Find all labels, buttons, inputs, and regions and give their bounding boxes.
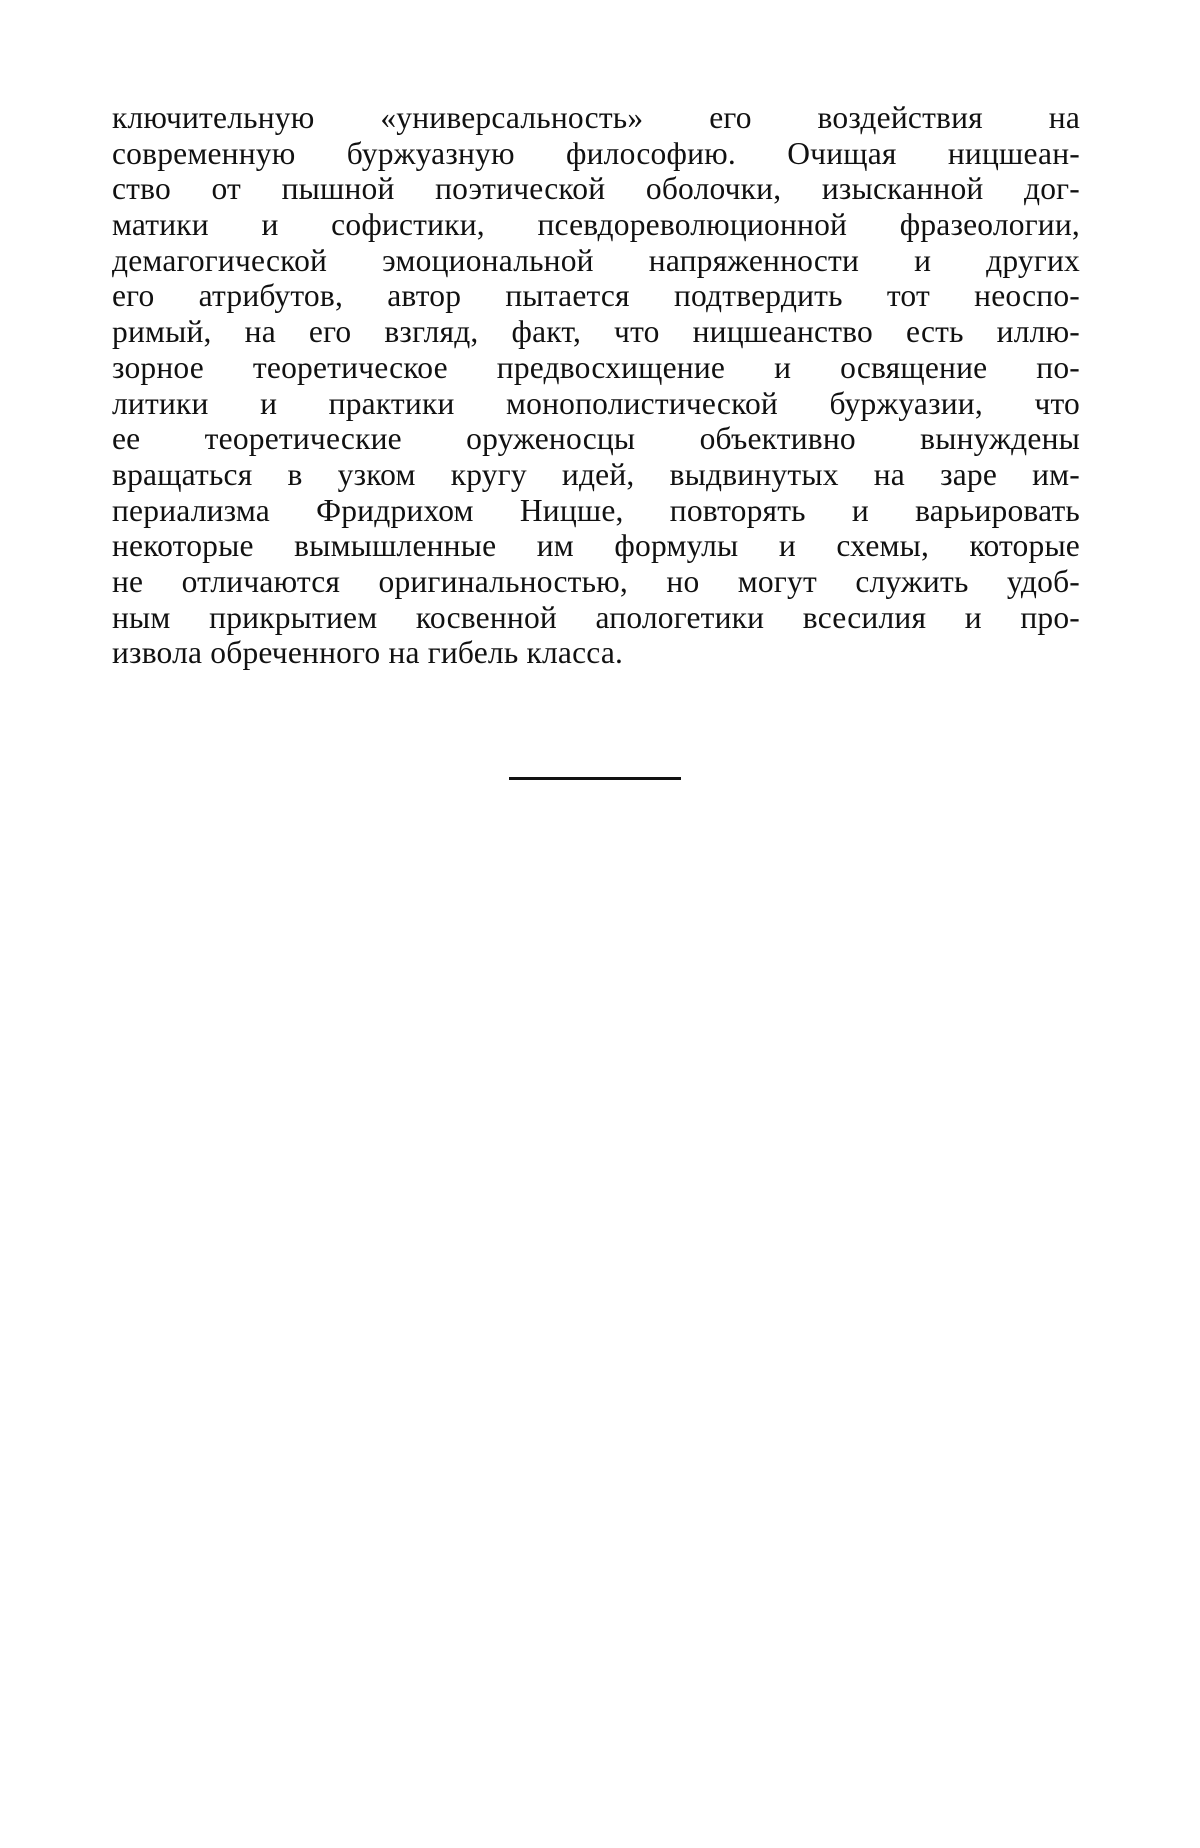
text-line: не отличаются оригинальностью, но могут служить удоб- xyxy=(112,563,1080,599)
text-line: матики и софистики, псевдореволюционной фразеологии, xyxy=(112,207,1080,243)
text-line: вращаться в узком кругу идей, выдвинутых на заре им- xyxy=(112,456,1080,492)
text-line: литики и практики монополистической буржуазии, что xyxy=(112,385,1080,421)
text-line: современную буржуазную философию. Очищая ницшеан- xyxy=(112,135,1080,171)
body-paragraph xyxy=(112,100,1080,671)
text-line: его атрибутов, автор пытается подтвердить тот неоспо- xyxy=(112,278,1080,314)
text-line: периализма Фридрихом Ницше, повторять и варьировать xyxy=(112,492,1080,528)
text-line: зорное теоретическое предвосхищение и освящение по- xyxy=(112,349,1080,385)
text-line: некоторые вымышленные им формулы и схемы, которые xyxy=(112,528,1080,564)
text-line-last: извола обреченного на гибель класса. xyxy=(112,635,624,671)
text-line: демагогической эмоциональной напряженности и других xyxy=(112,242,1080,278)
text-line: римый, на его взгляд, факт, что ницшеанство есть иллю- xyxy=(112,314,1080,350)
section-end-rule xyxy=(509,777,681,780)
text-line: ство от пышной поэтической оболочки, изысканной дог- xyxy=(112,171,1080,207)
text-line: ным прикрытием косвенной апологетики всесилия и про- xyxy=(112,599,1080,635)
text-line: ключительную «универсальность» его воздействия на xyxy=(112,100,1080,135)
text-line: ее теоретические оруженосцы объективно вынуждены xyxy=(112,421,1080,457)
